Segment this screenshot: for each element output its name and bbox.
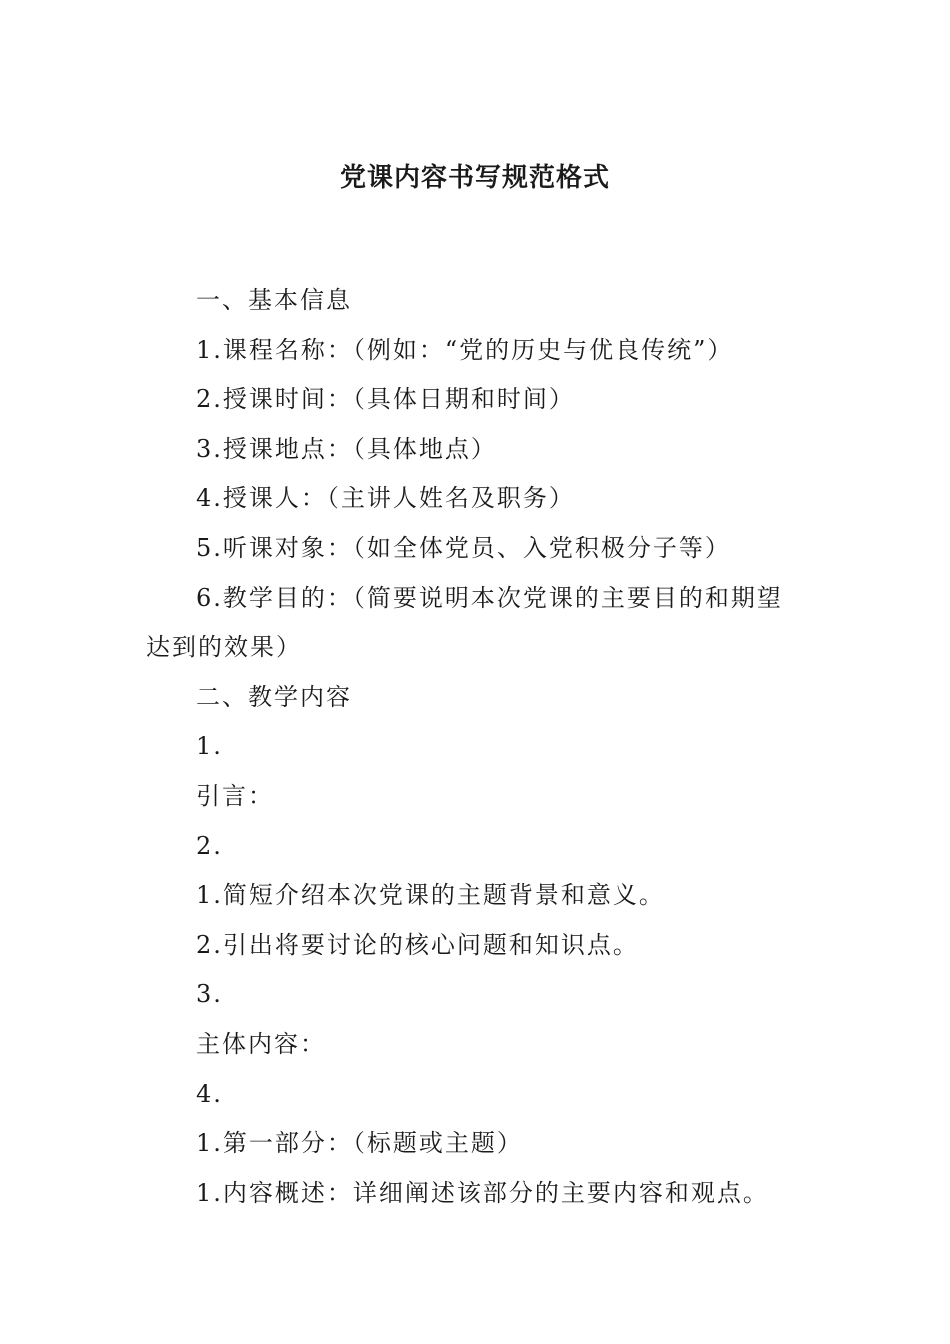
part-one-heading: 1.第一部分：（标题或主题） xyxy=(196,1129,523,1158)
document-body xyxy=(146,276,806,1218)
lecture-time-line: 2.授课时间：（具体日期和时间） xyxy=(196,385,575,414)
intro-item: 2.引出将要讨论的核心问题和知识点。 xyxy=(196,930,639,959)
list-number: 4. xyxy=(196,1079,223,1108)
section-heading-basic-info: 一、基本信息 xyxy=(196,286,352,314)
lecturer-line: 4.授课人：（主讲人姓名及职务） xyxy=(196,484,575,513)
main-content-heading: 主体内容： xyxy=(196,1029,326,1058)
teaching-purpose-line: 6.教学目的：（简要说明本次党课的主要目的和期望达到的效果） xyxy=(146,583,783,662)
intro-item: 1.简短介绍本次党课的主题背景和意义。 xyxy=(196,881,665,910)
audience-line: 5.听课对象：（如全体党员、入党积极分子等） xyxy=(196,533,731,562)
document-title: 党课内容书写规范格式 xyxy=(339,163,610,193)
list-number: 2. xyxy=(196,831,223,860)
course-name-line: 1.课程名称：（例如：“党的历史与优良传统”） xyxy=(196,335,734,364)
content-overview-line: 1.内容概述：详细阐述该部分的主要内容和观点。 xyxy=(196,1178,769,1207)
list-number: 3. xyxy=(196,980,223,1009)
list-number: 1. xyxy=(196,732,223,761)
section-heading-teaching-content: 二、教学内容 xyxy=(196,682,352,711)
introduction-heading: 引言： xyxy=(196,781,274,810)
lecture-location-line: 3.授课地点：（具体地点） xyxy=(196,434,497,463)
